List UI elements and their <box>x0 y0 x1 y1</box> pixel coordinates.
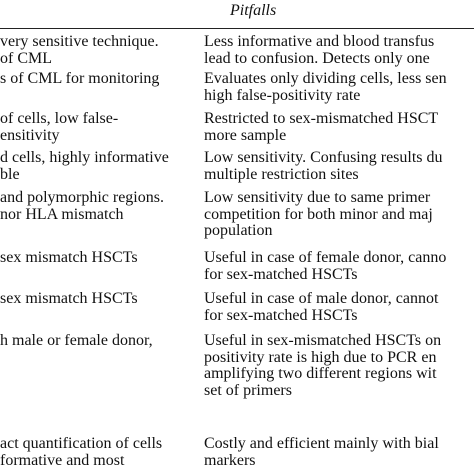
header-rule <box>0 28 474 29</box>
cell-line: multiple restriction sites <box>204 165 359 183</box>
cell-line: Restricted to sex-mismatched HSCT <box>204 111 439 127</box>
cell-line: sex mismatch HSCTs <box>0 250 138 266</box>
table-cell-description <box>0 291 185 308</box>
table-cell-pitfalls <box>204 333 474 399</box>
cell-line: markers <box>204 451 256 469</box>
table-cell-description <box>0 250 185 267</box>
cell-line: population <box>204 222 273 239</box>
cell-line: for sex-matched HSCTs <box>204 306 358 324</box>
table-header-left-cell <box>0 0 185 26</box>
cell-line: Useful in case of male donor, cannot <box>204 291 439 307</box>
cell-line: Useful in case of female donor, canno <box>204 250 447 266</box>
pitfalls-column-header: Pitfalls <box>230 2 277 19</box>
cell-line: of cells, low false- <box>0 111 119 127</box>
cell-line: Low sensitivity due to same primer <box>204 190 431 206</box>
table-cell-description <box>0 71 185 88</box>
cell-line: ensitivity <box>0 126 60 144</box>
table-cell-description <box>0 111 185 144</box>
cell-line: and polymorphic regions. <box>0 190 164 206</box>
table-cell-description <box>0 34 185 67</box>
table-cell-description <box>0 150 185 183</box>
table-cell-description <box>0 333 185 350</box>
cell-line: lead to confusion. Detects only one <box>204 49 430 67</box>
cell-line: s of CML for monitoring <box>0 71 160 87</box>
table-cell-pitfalls <box>204 71 474 104</box>
cell-line: Less informative and blood transfus <box>204 34 435 50</box>
cell-line: d cells, highly informative <box>0 150 169 166</box>
cell-line: Low sensitivity. Confusing results du <box>204 150 443 166</box>
cell-line: for sex-matched HSCTs <box>204 265 358 283</box>
table-cell-pitfalls <box>204 150 474 183</box>
cell-line: Useful in sex-mismatched HSCTs on <box>204 333 442 349</box>
cell-line: sex mismatch HSCTs <box>0 291 138 307</box>
cell-line: h male or female donor, <box>0 333 153 349</box>
cell-line: ble <box>0 165 20 183</box>
cell-line: of CML <box>0 49 52 67</box>
cell-line: Evaluates only dividing cells, less sen <box>204 71 447 87</box>
cell-line: more sample <box>204 126 287 144</box>
table-cell-pitfalls <box>204 190 474 240</box>
cell-line: amplifying two different regions wit <box>204 365 437 382</box>
table-cell-pitfalls <box>204 250 474 283</box>
cell-line: act quantification of cells <box>0 436 163 452</box>
cell-line: very sensitive technique. <box>0 34 159 50</box>
table-cell-description <box>0 190 185 223</box>
table-cell-pitfalls <box>204 34 474 67</box>
cell-line: formative and most <box>0 451 125 469</box>
table-cell-pitfalls <box>204 291 474 324</box>
table-cell-description <box>0 436 185 469</box>
table-cell-pitfalls <box>204 111 474 144</box>
cell-line: positivity rate is high due to PCR en <box>204 348 437 366</box>
cell-line: Costly and efficient mainly with bial <box>204 436 439 452</box>
cell-line: competition for both minor and maj <box>204 205 433 223</box>
cell-line: set of primers <box>204 381 292 399</box>
cell-line: nor HLA mismatch <box>0 205 124 223</box>
cell-line: high false-positivity rate <box>204 86 361 104</box>
table-cell-pitfalls <box>204 436 474 469</box>
